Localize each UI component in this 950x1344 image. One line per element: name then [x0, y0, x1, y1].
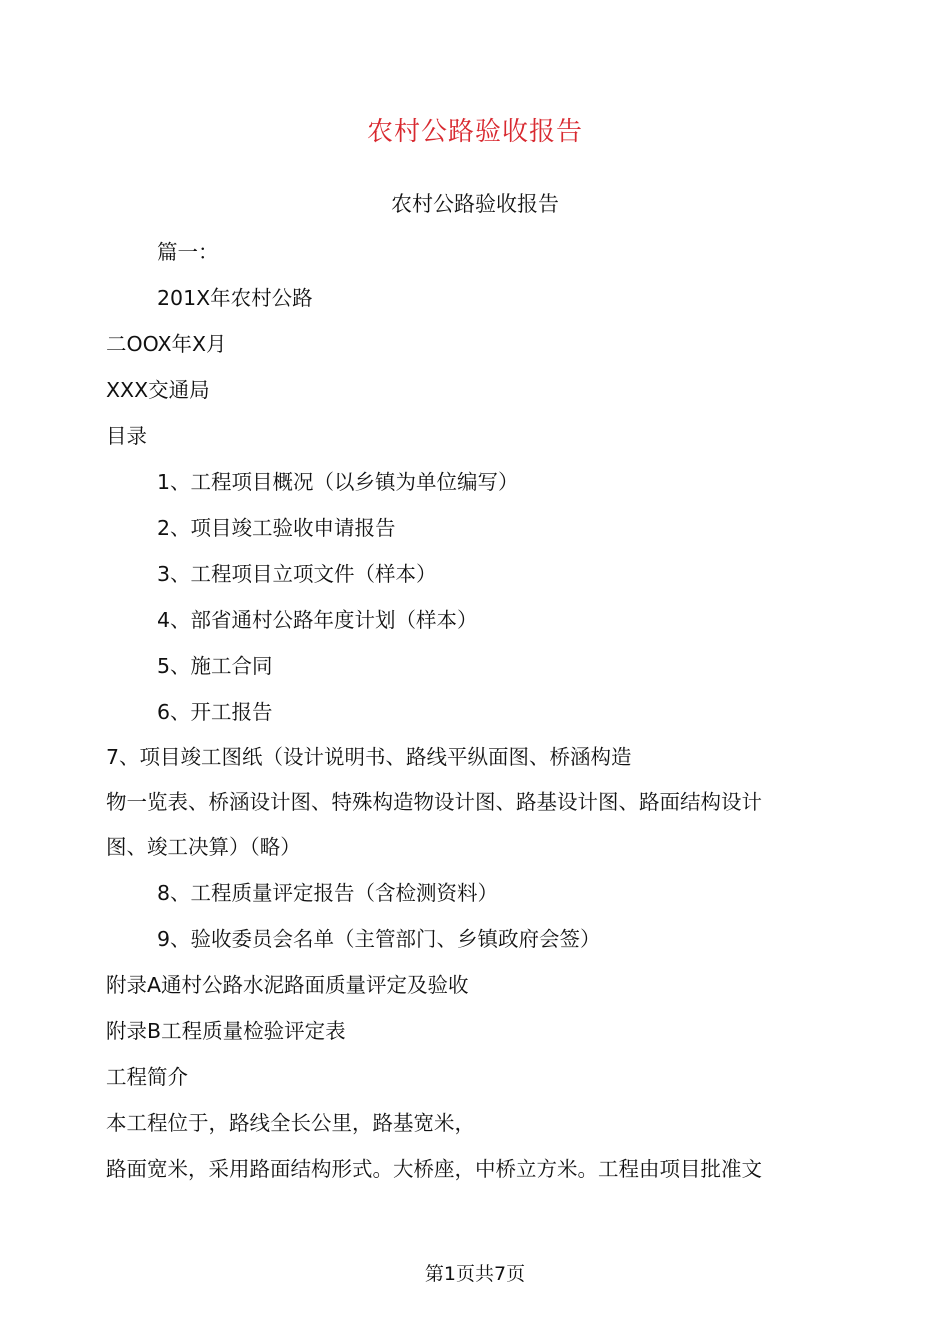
page-footer: 第1页共7页 [424, 1263, 526, 1285]
toc-item-7-line-2: 物一览表、桥涵设计图、特殊构造物设计图、路基设计图、路面结构设计 [106, 790, 762, 814]
toc-item-2: 2、项目竣工验收申请报告 [157, 516, 396, 540]
section-label: 篇一： [157, 240, 219, 264]
toc-item-6: 6、开工报告 [157, 700, 273, 724]
toc-item-5: 5、施工合同 [157, 654, 273, 678]
document-title: 农村公路验收报告 [391, 192, 559, 216]
intro-line-2: 路面宽米，采用路面结构形式。大桥座，中桥立方米。工程由项目批准文 [106, 1157, 762, 1181]
appendix-b: 附录B工程质量检验评定表 [106, 1019, 346, 1043]
toc-item-8: 8、工程质量评定报告（含检测资料） [157, 881, 499, 905]
appendix-a: 附录A通村公路水泥路面质量评定及验收 [106, 973, 469, 997]
intro-heading: 工程简介 [106, 1065, 188, 1089]
cover-line-date: 二OOX年X月 [106, 332, 227, 356]
toc-item-1: 1、工程项目概况（以乡镇为单位编写） [157, 470, 519, 494]
toc-heading: 目录 [106, 424, 147, 448]
toc-item-7-line-3: 图、竣工决算）（略） [106, 835, 301, 859]
toc-item-7-line-1: 7、项目竣工图纸（设计说明书、路线平纵面图、桥涵构造 [106, 745, 632, 769]
document-body [106, 229, 841, 1192]
toc-item-9: 9、验收委员会名单（主管部门、乡镇政府会签） [157, 927, 601, 951]
cover-line-year: 201X年农村公路 [157, 286, 313, 310]
cover-line-agency: XXX交通局 [106, 378, 210, 402]
toc-item-3: 3、工程项目立项文件（样本） [157, 562, 437, 586]
intro-line-1: 本工程位于，路线全长公里，路基宽米， [106, 1111, 475, 1135]
toc-item-4: 4、部省通村公路年度计划（样本） [157, 608, 478, 632]
document-header-title: 农村公路验收报告 [366, 117, 583, 147]
